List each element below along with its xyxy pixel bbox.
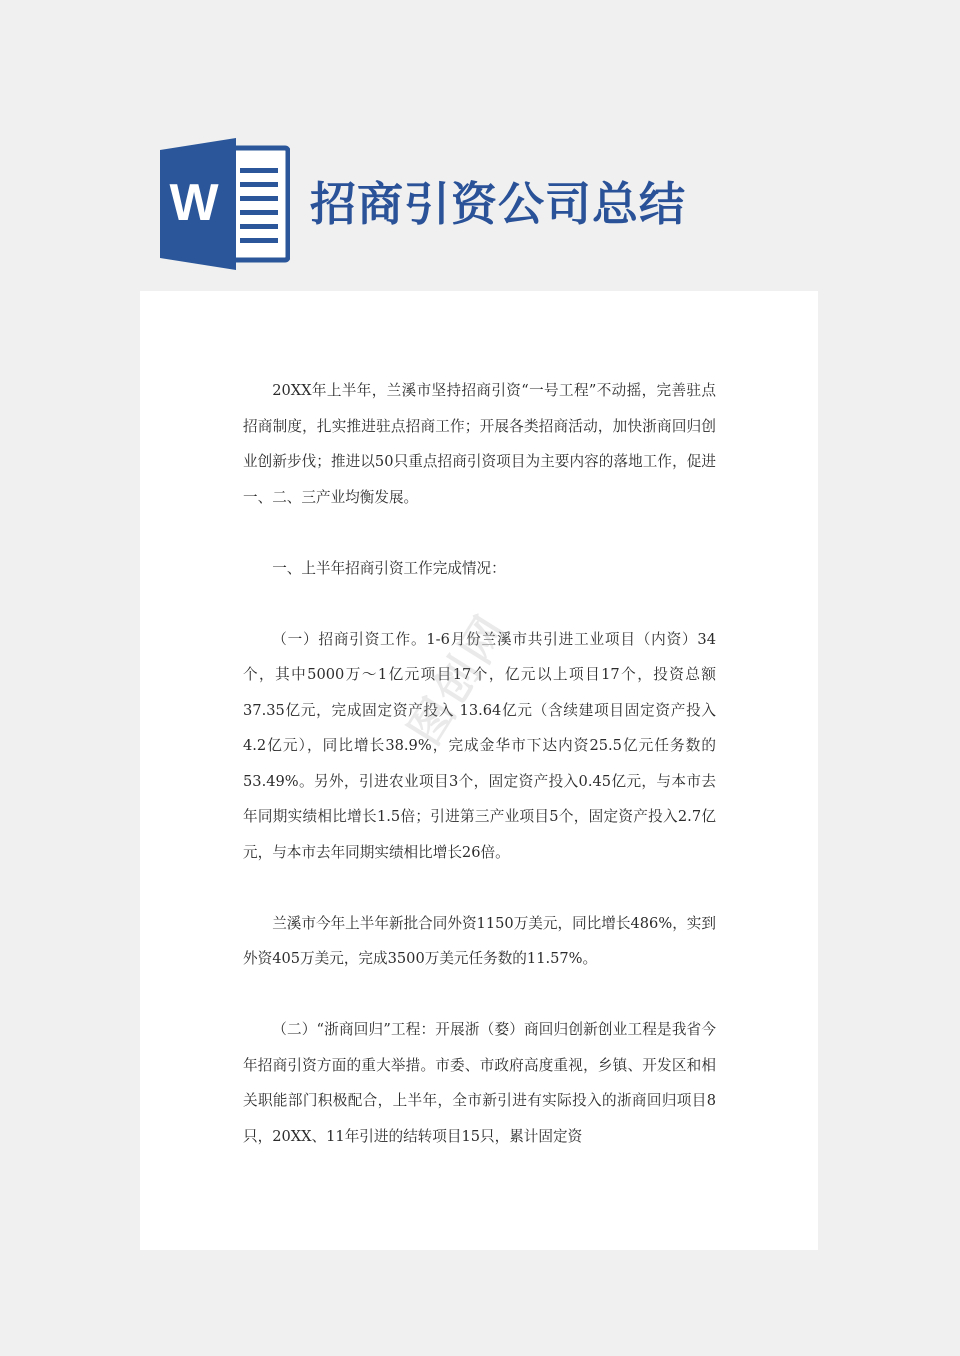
icon-letter: W: [169, 174, 219, 232]
document-body: [243, 373, 716, 1190]
document-page: [140, 291, 818, 1250]
paragraph-foreign-capital: 兰溪市今年上半年新批合同外资1150万美元，同比增长486%，实到外资405万美元，完成3500万美元任务数的11.57%。: [243, 914, 716, 967]
word-document-icon: [160, 138, 290, 270]
page-title: 招商引资公司总结: [310, 177, 686, 231]
paragraph-investment: （一）招商引资工作。1-6月份兰溪市共引进工业项目（内资）34个，其中5000万～1亿元项目17个，亿元以上项目17个，投资总额37.35亿元，完成固定资产投入 13.64亿元（含续建项目固定资产投入4.2亿元），同比增长38.9%，完成金华市下达内资25.5亿元任务数的53.49%。另外，引进农业项目3个，固定资产投入0.45亿元，与本市去年同期实绩相比增长1.5倍；引进第三产业项目5个，固定资产投入2.7亿元，与本市去年同期实绩相比增长26倍。: [243, 630, 716, 861]
section-heading: 一、上半年招商引资工作完成情况：: [272, 559, 506, 577]
paragraph-zhejiang-return: （二）“浙商回归”工程：开展浙（婺）商回归创新创业工程是我省今年招商引资方面的重大举措。市委、市政府高度重视，乡镇、开发区和相关职能部门积极配合，上半年，全市新引进有实际投入的浙商回归项目8只，20XX、11年引进的结转项目15只，累计固定资: [243, 1021, 716, 1145]
document-header: [160, 138, 800, 270]
watermark: 图创网: [399, 604, 519, 754]
paragraph-intro: 20XX年上半年，兰溪市坚持招商引资“一号工程”不动摇，完善驻点招商制度，扎实推进驻点招商工作；开展各类招商活动，加快浙商回归创业创新步伐；推进以50只重点招商引资项目为主要内容的落地工作，促进一、二、三产业均衡发展。: [243, 382, 716, 506]
